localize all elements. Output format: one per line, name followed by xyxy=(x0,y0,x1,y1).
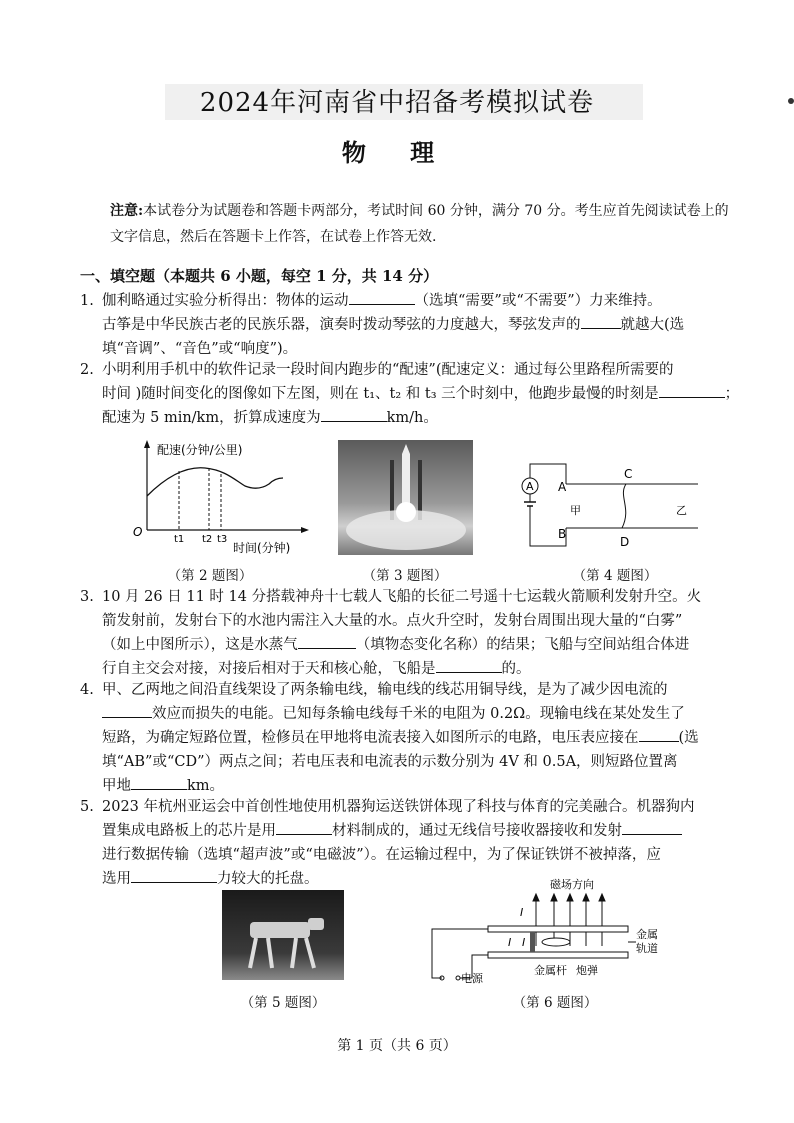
q3-text: 箭发射前，发射台下的水池内需注入大量的水。点火升空时，发射台周围出现大量的“白雾” xyxy=(102,613,683,629)
t3-label: t3 xyxy=(217,534,228,545)
q2-text: 小明利用手机中的软件记录一段时间内跑步的“配速”(配速定义：通过每公里路程所需要的 xyxy=(102,362,674,378)
point-b: B xyxy=(558,527,567,541)
t2-label: t2 xyxy=(202,534,213,545)
rail-label-2: 轨道 xyxy=(636,942,658,955)
pace-curve xyxy=(147,468,283,496)
location-yi: 乙 xyxy=(676,504,687,517)
y-axis-label: 配速(分钟/公里) xyxy=(157,443,243,457)
question-1 xyxy=(80,289,740,363)
circuit-diagram xyxy=(508,456,708,556)
answer-blank[interactable] xyxy=(639,726,679,742)
rocket-icon xyxy=(338,440,473,555)
q1-text: 伽利略通过实验分析得出：物体的运动 xyxy=(102,293,349,309)
page-number: 第 1 页（共 6 页） xyxy=(337,1038,457,1054)
q1-text: 填“音调”、“音色”或“响度”)。 xyxy=(102,341,298,357)
q4-text: 填“AB”或“CD”）两点之间；若电压表和电流表的示数分别为 4V 和 0.5A，则短路位置离 xyxy=(102,754,678,770)
q5-text: 力较大的托盘。 xyxy=(217,871,319,887)
answer-blank[interactable] xyxy=(298,633,356,649)
q4-text: 甲地 xyxy=(102,778,131,794)
point-d: D xyxy=(620,535,630,549)
answer-blank[interactable] xyxy=(659,382,725,398)
question-3 xyxy=(80,585,740,681)
q5-text: 材料制成的，通过无线信号接收器接收和发射 xyxy=(332,823,622,839)
short-circuit xyxy=(622,484,626,528)
question-2 xyxy=(80,358,740,432)
q1-text: 古筝是中华民族古老的民族乐器，演奏时拨动琴弦的力度越大，琴弦发声的 xyxy=(102,317,581,333)
point-c: C xyxy=(624,467,633,481)
answer-blank[interactable] xyxy=(131,867,217,883)
metal-rod xyxy=(530,932,535,952)
origin-label: O xyxy=(133,525,143,539)
rail-bottom xyxy=(488,952,628,958)
answer-blank[interactable] xyxy=(622,819,682,835)
question-number: 3. xyxy=(80,589,94,605)
q3-text: 的。 xyxy=(501,661,531,677)
q5-text: 进行数据传输（选填“超声波”或“电磁波”）。在运输过程中，为了保证铁饼不被掉落，应 xyxy=(102,847,661,863)
question-number: 5. xyxy=(80,799,94,815)
figure-4-caption: （第 4 题图） xyxy=(572,568,658,584)
question-number: 4. xyxy=(80,682,94,698)
answer-blank[interactable] xyxy=(321,406,387,422)
robot-dog-photo xyxy=(222,890,344,980)
subject-title: 物 理 xyxy=(341,138,453,167)
projectile-label: 炮弹 xyxy=(576,964,598,977)
answer-blank[interactable] xyxy=(131,774,187,790)
rail-gun-diagram xyxy=(428,876,668,986)
field-arrows xyxy=(533,894,605,946)
q5-text: 2023 年杭州亚运会中首创性地使用机器狗运送铁饼体现了科技与体育的完美融合。机器狗内 xyxy=(102,799,695,815)
answer-blank[interactable] xyxy=(581,313,621,329)
answer-blank[interactable] xyxy=(102,702,152,718)
answer-blank[interactable] xyxy=(436,657,502,673)
section-heading: 一、填空题（本题共 6 小题，每空 1 分，共 14 分） xyxy=(80,267,439,285)
figure-6-caption: （第 6 题图） xyxy=(512,995,598,1011)
current-label: I xyxy=(522,936,526,949)
figure-5-caption: （第 5 题图） xyxy=(240,995,326,1011)
q5-text: 置集成电路板上的芯片是用 xyxy=(102,823,276,839)
pace-graph xyxy=(125,438,310,556)
figure-2-caption: （第 2 题图） xyxy=(167,568,253,584)
rod-label: 金属杆 xyxy=(534,964,567,977)
q2-text: km/h。 xyxy=(386,410,438,426)
field-direction-label: 磁场方向 xyxy=(550,878,594,891)
notice-text: 本试卷分为试题卷和答题卡两部分，考试时间 60 分钟，满分 70 分。考生应首先阅读试卷上的文字信息，然后在答题卡上作答，在试卷上作答无效. xyxy=(110,203,729,245)
location-jia: 甲 xyxy=(570,504,581,517)
exam-title: 2024年河南省中招备考模拟试卷 xyxy=(199,88,595,118)
robot-dog-icon xyxy=(222,890,344,980)
rail-top xyxy=(488,926,628,932)
q2-text: 配速为 5 min/km，折算成速度为 xyxy=(102,410,321,426)
power-label: 电源 xyxy=(461,972,483,985)
terminal xyxy=(456,976,460,980)
margin-mark xyxy=(788,98,794,104)
q4-text: 甲、乙两地之间沿直线架设了两条输电线，输电线的线芯用铜导线，是为了减少因电流的 xyxy=(102,682,668,698)
current-label: I xyxy=(508,936,512,949)
point-a: A xyxy=(558,480,567,494)
q1-text: 就越大(选 xyxy=(620,317,685,333)
rail-label: 金属 xyxy=(636,928,658,941)
q4-text: km。 xyxy=(187,778,225,794)
q3-text: （填物态变化名称）的结果；飞船与空间站组合体进 xyxy=(355,637,690,653)
projectile xyxy=(542,938,570,946)
answer-blank[interactable] xyxy=(276,819,332,835)
question-4 xyxy=(80,678,740,798)
ammeter-label: A xyxy=(526,480,534,493)
q3-text: 行自主交会对接，对接后相对于天和核心舱，飞船是 xyxy=(102,661,436,677)
y-axis-arrow xyxy=(144,440,150,448)
question-number: 2. xyxy=(80,362,94,378)
figure-3-caption: （第 3 题图） xyxy=(362,568,448,584)
q2-text: ； xyxy=(724,386,740,402)
q2-text: 时间 )随时间变化的图像如下左图，则在 t₁、t₂ 和 t₃ 三个时刻中，他跑步最慢的时刻是 xyxy=(102,386,659,402)
notice xyxy=(110,198,740,250)
q1-text: （选填“需要”或“不需要”）力来维持。 xyxy=(414,293,662,309)
q3-text: （如上中图所示），这是水蒸气 xyxy=(102,637,298,653)
answer-blank[interactable] xyxy=(349,289,415,305)
x-axis-arrow xyxy=(301,527,309,533)
q3-text: 10 月 26 日 11 时 14 分搭载神舟十七载人飞船的长征二号遥十七运载火箭顺利发射升空。火 xyxy=(102,589,702,605)
q5-text: 选用 xyxy=(102,871,131,887)
question-number: 1. xyxy=(80,293,94,309)
q4-text: (选 xyxy=(678,730,699,746)
q4-text: 短路，为确定短路位置，检修员在甲地将电流表接入如图所示的电路，电压表应接在 xyxy=(102,730,639,746)
x-axis-label: 时间(分钟) xyxy=(233,541,291,555)
wire-left xyxy=(432,929,488,978)
t1-label: t1 xyxy=(174,534,185,545)
current-label: I xyxy=(520,906,524,919)
q4-text: 效应而损失的电能。已知每条输电线每千米的电阻为 0.2Ω。现输电线在某处发生了 xyxy=(152,706,685,722)
rocket-launch-photo xyxy=(338,440,473,555)
notice-label: 注意: xyxy=(110,203,144,219)
